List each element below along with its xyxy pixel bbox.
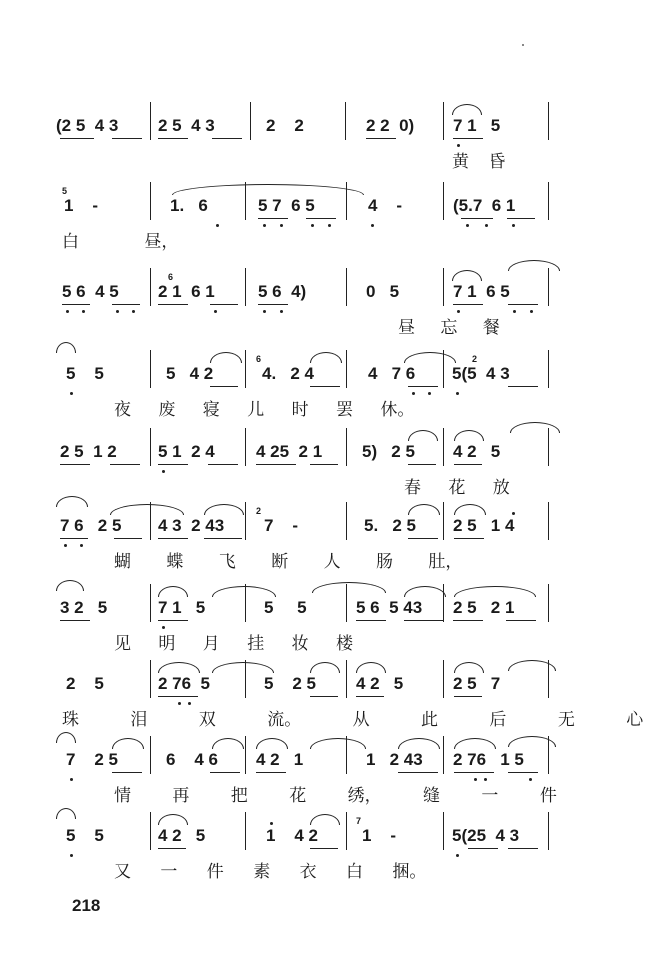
notation: 4 7 6 [368, 364, 416, 383]
notation: (2 5 4 3 [56, 116, 119, 135]
underline [110, 464, 140, 465]
notation: 3 2 5 [60, 598, 108, 617]
underline [453, 620, 483, 621]
low-octave-dot [116, 310, 119, 313]
low-octave-dot [280, 224, 283, 227]
low-octave-dot [80, 544, 83, 547]
notation: 2 5 1 2 [60, 442, 117, 461]
underline [454, 696, 482, 697]
underline [454, 772, 494, 773]
notation: 2 2 [266, 116, 304, 135]
notation: 4. 2 4 [262, 364, 314, 383]
underline [112, 138, 142, 139]
score-line-3 [0, 272, 660, 362]
notation: 5(5 4 3 [452, 364, 510, 383]
underline [256, 464, 296, 465]
underline [398, 772, 438, 773]
barline [150, 182, 151, 220]
grace-note: 5 [62, 186, 68, 196]
underline [158, 538, 188, 539]
high-octave-dot [512, 512, 515, 515]
low-octave-dot [66, 310, 69, 313]
underline [468, 848, 498, 849]
notation: (5.7 6 1 [453, 196, 516, 215]
score-line-4 [0, 354, 660, 444]
low-octave-dot [216, 224, 219, 227]
notation: 2 76 5 [158, 674, 210, 693]
underline [310, 696, 338, 697]
notation: 1. 6 [170, 196, 208, 215]
underline [453, 138, 483, 139]
barline [443, 660, 444, 698]
grace-note: 6 [168, 272, 174, 282]
barline [346, 812, 347, 850]
low-octave-dot [70, 778, 73, 781]
notation: 0 5 [366, 282, 400, 301]
notation: 6 4 6 [166, 750, 218, 769]
barline [548, 502, 549, 540]
underline [404, 620, 444, 621]
notation: 5 6 4) [258, 282, 307, 301]
notation: 4 25 2 1 [256, 442, 323, 461]
paper-speck [522, 44, 524, 46]
score-line-10 [0, 816, 660, 906]
notation: 5. 2 5 [364, 516, 416, 535]
underline [62, 304, 90, 305]
underline [60, 464, 90, 465]
notation: 5 6 4 5 [62, 282, 119, 301]
low-octave-dot [513, 310, 516, 313]
notation: 2 5 1 4 [453, 516, 515, 535]
barline [346, 428, 347, 466]
low-octave-dot [529, 778, 532, 781]
low-octave-dot [64, 544, 67, 547]
notation: 7 - [264, 516, 299, 535]
grace-note: 6 [256, 354, 262, 364]
underline [212, 138, 242, 139]
low-octave-dot [70, 854, 73, 857]
barline [548, 102, 549, 140]
barline [443, 102, 444, 140]
grace-note: 7 [356, 816, 362, 826]
underline [112, 772, 142, 773]
underline [60, 538, 88, 539]
low-octave-dot [162, 470, 165, 473]
lyric-line: 春 花 放 [404, 478, 510, 498]
low-octave-dot [371, 224, 374, 227]
high-octave-dot [270, 822, 273, 825]
low-octave-dot [474, 778, 477, 781]
notation: 2 5 [66, 674, 104, 693]
low-octave-dot [485, 224, 488, 227]
barline [245, 428, 246, 466]
underline [507, 218, 535, 219]
low-octave-dot [280, 310, 283, 313]
low-octave-dot [162, 626, 165, 629]
barline [345, 102, 346, 140]
notation: 2 76 1 5 [453, 750, 524, 769]
low-octave-dot [456, 854, 459, 857]
underline [310, 386, 340, 387]
underline [408, 538, 438, 539]
underline [408, 386, 438, 387]
barline [150, 350, 151, 388]
grace-note: 2 [256, 506, 262, 516]
low-octave-dot [530, 310, 533, 313]
lyric-line: 珠 泪 双 流。 从 此 后 无 心 [62, 710, 644, 730]
notation: 1 - [64, 196, 99, 215]
notation: 1 4 2 [266, 826, 318, 845]
underline [453, 304, 483, 305]
barline [346, 660, 347, 698]
notation: 7 2 5 [66, 750, 118, 769]
underline [158, 696, 198, 697]
barline [443, 182, 444, 220]
underline [60, 138, 94, 139]
barline [548, 584, 549, 622]
notation: 5 5 [66, 364, 104, 383]
low-octave-dot [412, 392, 415, 395]
notation: 5(25 4 3 [452, 826, 520, 845]
barline [150, 660, 151, 698]
low-octave-dot [178, 702, 181, 705]
underline [306, 218, 336, 219]
barline [150, 102, 151, 140]
barline [548, 428, 549, 466]
low-octave-dot [512, 224, 515, 227]
low-octave-dot [466, 224, 469, 227]
underline [208, 464, 238, 465]
notation: 4 - [368, 196, 403, 215]
notation: 2 5 2 1 [453, 598, 515, 617]
barline [443, 268, 444, 306]
score-line-5 [0, 442, 660, 522]
barline [443, 428, 444, 466]
underline [356, 620, 386, 621]
low-octave-dot [484, 778, 487, 781]
notation: 5 2 5 [264, 674, 316, 693]
notation: 7 1 6 5 [453, 282, 510, 301]
underline [310, 848, 338, 849]
low-octave-dot [214, 310, 217, 313]
underline [210, 304, 238, 305]
barline [346, 350, 347, 388]
notation: 5) 2 5 [362, 442, 415, 461]
barline [443, 812, 444, 850]
low-octave-dot [82, 310, 85, 313]
notation: 5 5 [264, 598, 307, 617]
notation: 7 1 5 [453, 116, 501, 135]
underline [112, 304, 140, 305]
underline [454, 538, 484, 539]
notation: 4 3 2 43 [158, 516, 225, 535]
lyric-line: 情 再 把 花 绣， 缝 一 件 [114, 786, 557, 806]
barline [150, 268, 151, 306]
underline [210, 386, 238, 387]
barline [150, 428, 151, 466]
lyric-line: 见 明 月 挂 妆 楼 [114, 634, 354, 654]
underline [508, 386, 538, 387]
underline [158, 304, 188, 305]
notation: 5 1 2 4 [158, 442, 215, 461]
low-octave-dot [70, 392, 73, 395]
barline [150, 584, 151, 622]
underline [60, 620, 90, 621]
barline [548, 182, 549, 220]
barline [548, 350, 549, 388]
slur [452, 104, 482, 115]
lyric-line: 蝴 蝶 飞 断 人 肠 肚， [114, 552, 463, 572]
notation: 7 1 5 [158, 598, 206, 617]
low-octave-dot [132, 310, 135, 313]
notation: 5 6 5 43 [356, 598, 423, 617]
barline [443, 736, 444, 774]
barline [443, 584, 444, 622]
lyric-line: 昼 忘 餐 [398, 318, 500, 338]
score-line-2 [0, 186, 660, 276]
barline [346, 268, 347, 306]
notation: 4 2 5 [356, 674, 404, 693]
underline [508, 848, 538, 849]
grace-note: 2 [472, 354, 478, 364]
low-octave-dot [428, 392, 431, 395]
underline [356, 696, 384, 697]
notation: 4 2 5 [453, 442, 501, 461]
barline [245, 812, 246, 850]
underline [461, 218, 493, 219]
low-octave-dot [263, 224, 266, 227]
notation: 4 2 5 [158, 826, 206, 845]
underline [508, 304, 538, 305]
barline [150, 736, 151, 774]
barline [548, 268, 549, 306]
underline [158, 464, 188, 465]
underline [158, 138, 188, 139]
underline [258, 218, 288, 219]
low-octave-dot [188, 702, 191, 705]
underline [256, 772, 286, 773]
low-octave-dot [456, 392, 459, 395]
low-octave-dot [263, 310, 266, 313]
low-octave-dot [457, 144, 460, 147]
lyric-line: 黄 昏 [452, 152, 506, 172]
underline [114, 538, 142, 539]
barline [443, 502, 444, 540]
underline [158, 848, 186, 849]
barline [150, 812, 151, 850]
underline [210, 772, 240, 773]
barline [245, 502, 246, 540]
underline [158, 620, 188, 621]
notation: 1 - [362, 826, 397, 845]
underline [258, 304, 288, 305]
underline [310, 464, 338, 465]
barline [245, 268, 246, 306]
barline [245, 350, 246, 388]
barline [245, 736, 246, 774]
low-octave-dot [328, 224, 331, 227]
notation: 1 2 43 [366, 750, 423, 769]
underline [508, 772, 538, 773]
underline [204, 538, 242, 539]
barline [548, 812, 549, 850]
underline [408, 464, 436, 465]
lyric-line: 夜 废 寝 儿 时 罢 休。 [114, 400, 415, 420]
score-line-1 [0, 116, 660, 196]
notation: 2 5 4 3 [158, 116, 215, 135]
notation: 5 7 6 5 [258, 196, 315, 215]
notation: 7 6 2 5 [60, 516, 122, 535]
low-octave-dot [457, 310, 460, 313]
notation: 4 2 1 [256, 750, 304, 769]
notation: 5 5 [66, 826, 104, 845]
low-octave-dot [311, 224, 314, 227]
barline [346, 502, 347, 540]
lyric-line: 白 昼， [62, 232, 179, 252]
underline [454, 464, 482, 465]
underline [366, 138, 396, 139]
notation: 2 1 6 1 [158, 282, 215, 301]
notation: 2 5 7 [453, 674, 501, 693]
page-number: 218 [72, 896, 101, 915]
notation: 5 4 2 [166, 364, 214, 383]
barline [250, 102, 251, 140]
lyric-line: 又 一 件 素 衣 白 捆。 [114, 862, 427, 882]
underline [506, 620, 536, 621]
notation: 2 2 0) [366, 116, 415, 135]
